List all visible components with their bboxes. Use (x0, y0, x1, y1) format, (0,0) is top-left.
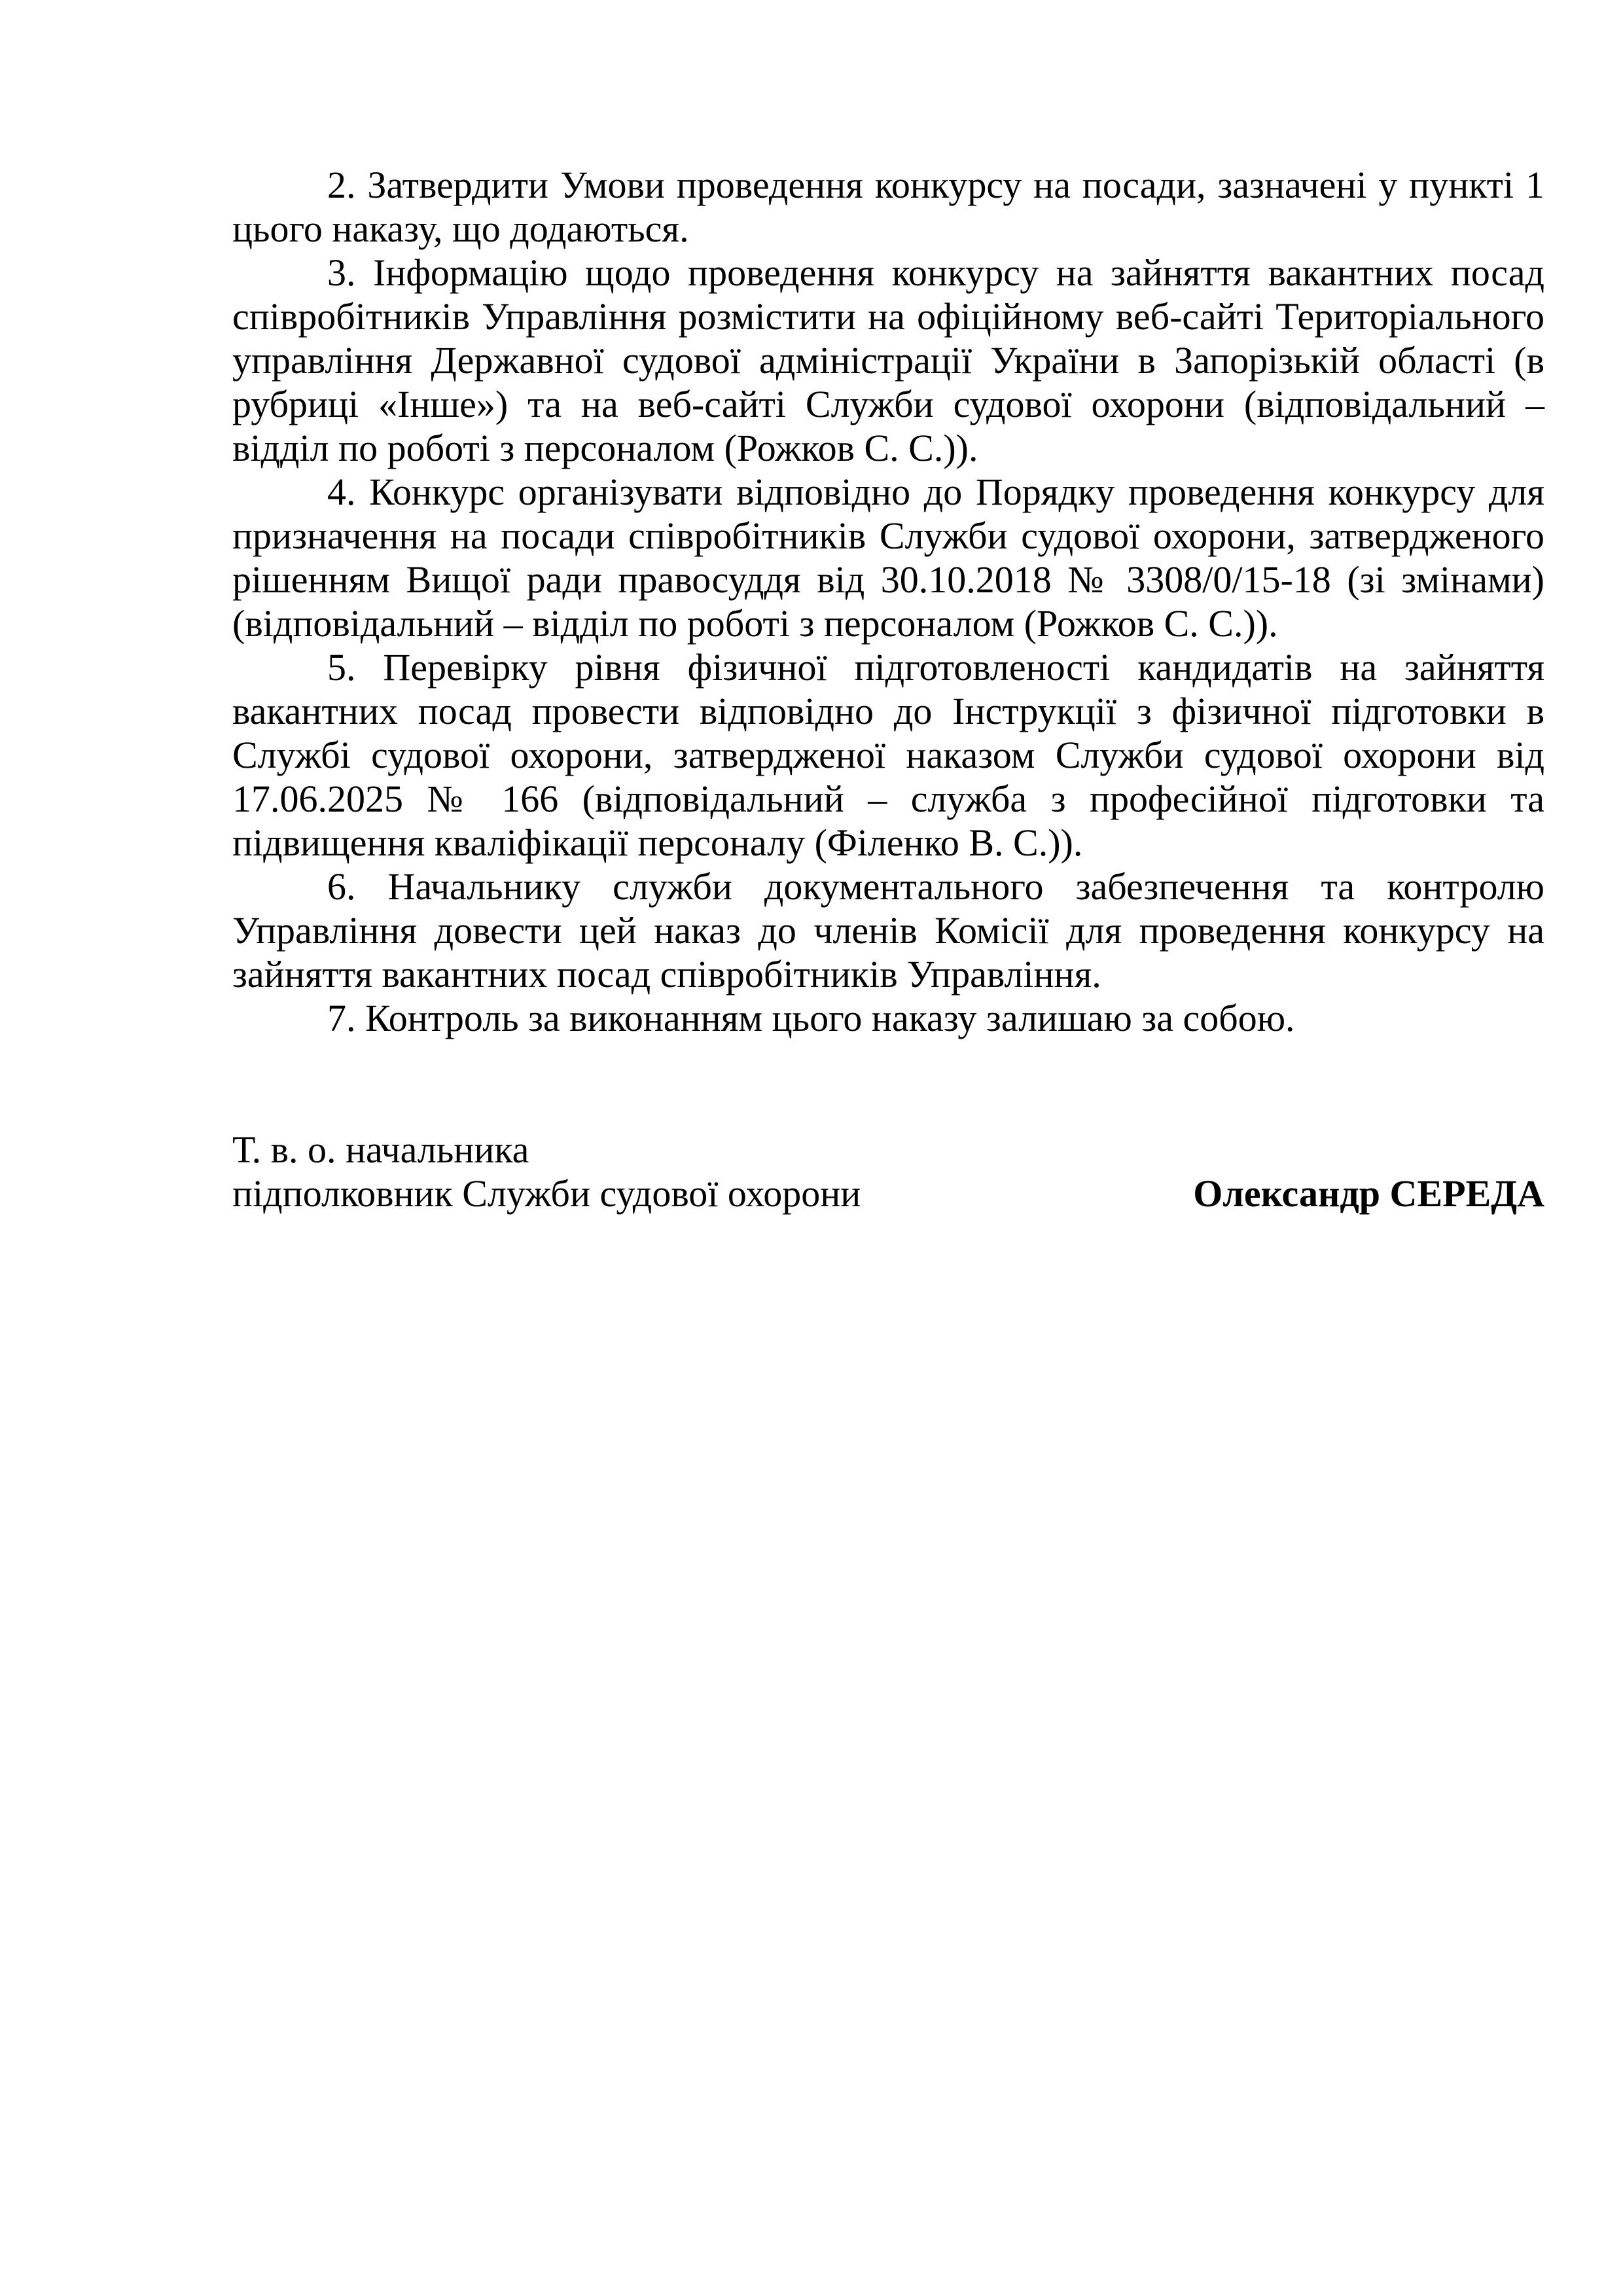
paragraph-3-line: співробітників Управління розмістити на офіційному веб-сайті Територіального (232, 295, 1544, 338)
paragraph-6-line: Управління довести цей наказ до членів Комісії для проведення конкурсу на (232, 909, 1544, 952)
paragraph-2-line: 2. Затвердити Умови проведення конкурсу на посади, зазначені у пункті 1 (327, 164, 1544, 206)
document-body (232, 163, 1544, 1215)
signer-position-line-2: підполковник Служби судової охорони (232, 1172, 861, 1215)
paragraph-4-line: призначення на посади співробітників Служби судової охорони, затвердженого (232, 514, 1544, 557)
paragraph-item-7 (232, 996, 1544, 1040)
paragraph-5-line: вакантних посад провести відповідно до Інструкції з фізичної підготовки в (232, 690, 1544, 732)
paragraph-item-4 (232, 470, 1544, 645)
paragraph-5-line: підвищення кваліфікації персоналу (Філенко В. С.)). (232, 821, 1083, 864)
signer-position-line-1: Т. в. о. начальника (232, 1128, 529, 1171)
paragraph-5-line: Службі судової охорони, затвердженої наказом Служби судової охорони від (232, 734, 1544, 776)
paragraph-item-2 (232, 163, 1544, 251)
signature-row (232, 1172, 1544, 1215)
paragraph-2-line: цього наказу, що додаються. (232, 207, 689, 250)
paragraph-3-line: 3. Інформацію щодо проведення конкурсу на зайняття вакантних посад (327, 251, 1544, 294)
paragraph-7-line: 7. Контроль за виконанням цього наказу залишаю за собою. (327, 997, 1295, 1039)
signer-name: Олександр СЕРЕДА (1193, 1172, 1544, 1215)
paragraph-3-line: управління Державної судової адміністрації України в Запорізькій області (в (232, 339, 1544, 382)
paragraph-4-line: рішенням Вищої ради правосуддя від 30.10.2018 № 3308/0/15-18 (зі змінами) (232, 558, 1544, 601)
paragraph-6-line: 6. Начальнику служби документального забезпечення та контролю (327, 865, 1544, 908)
paragraph-5-line: 5. Перевірку рівня фізичної підготовленості кандидатів на зайняття (327, 646, 1544, 689)
paragraph-item-5 (232, 645, 1544, 865)
paragraph-4-line: 4. Конкурс організувати відповідно до Порядку проведення конкурсу для (327, 471, 1544, 513)
paragraph-4-line: (відповідальний – відділ по роботі з персоналом (Рожков С. С.)). (232, 602, 1278, 645)
paragraph-item-3 (232, 251, 1544, 470)
paragraph-3-line: відділ по роботі з персоналом (Рожков С. С.)). (232, 427, 978, 469)
paragraph-6-line: зайняття вакантних посад співробітників Управління. (232, 953, 1101, 996)
paragraph-5-line: 17.06.2025 № 166 (відповідальний – служба з професійної підготовки та (232, 778, 1544, 820)
signature-block (232, 1128, 1544, 1215)
paragraph-item-6 (232, 865, 1544, 996)
paragraph-3-line: рубриці «Інше») та на веб-сайті Служби судової охорони (відповідальний – (232, 383, 1544, 425)
